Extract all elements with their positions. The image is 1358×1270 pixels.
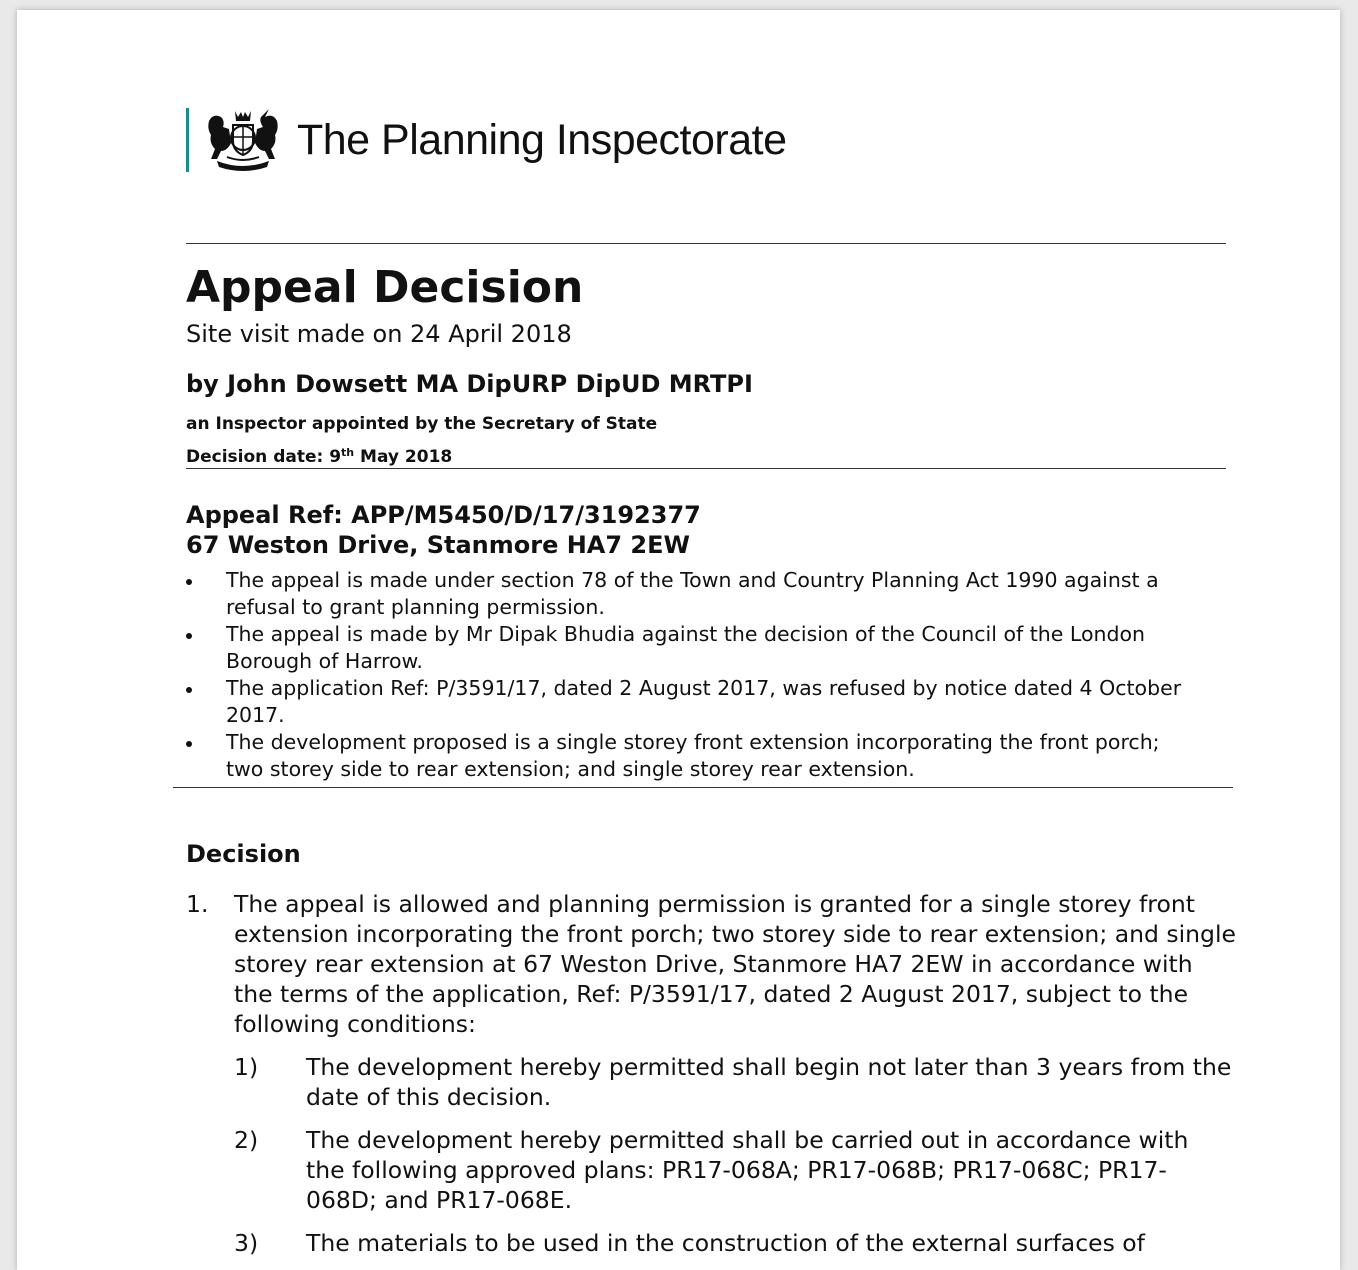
condition-number: 3) [234, 1229, 259, 1257]
decision-date-suffix: th [341, 446, 355, 459]
decision-date-rest: May 2018 [354, 447, 453, 467]
condition-number: 1) [234, 1053, 259, 1081]
appeal-reference-block [186, 500, 701, 560]
paragraph-text: The appeal is allowed and planning permission is granted for a single storey front extension incorporating the front porch; two storey side to rear extension; and single storey rear extension at 67 Weston Drive, Stanmore HA7 2EW in accordance with the terms of the application, Ref: P/3591/17, dated 2 August 2017, subject to the following conditions: [234, 890, 1236, 1038]
bullet-icon [186, 633, 192, 639]
summary-divider [173, 787, 1233, 788]
royal-coat-of-arms-icon [203, 107, 283, 173]
bullet-icon [186, 687, 192, 693]
document-page [17, 10, 1340, 1270]
document-title: Appeal Decision [186, 262, 584, 313]
conditions-list [234, 1052, 1234, 1270]
decision-paragraph [186, 889, 1236, 1039]
condition-item [234, 1228, 1234, 1258]
decision-date-label: Decision date: 9 [186, 447, 342, 467]
condition-item [234, 1125, 1234, 1215]
organisation-name: The Planning Inspectorate [297, 115, 787, 164]
list-item: The application Ref: P/3591/17, dated 2 August 2017, was refused by notice dated 4 October 2017. [186, 675, 1186, 729]
inspector-appointment: an Inspector appointed by the Secretary of State [186, 414, 658, 434]
condition-text: The development hereby permitted shall begin not later than 3 years from the date of this decision. [306, 1053, 1232, 1111]
date-divider [186, 468, 1226, 469]
appeal-summary-list [186, 567, 1186, 783]
site-address: 67 Weston Drive, Stanmore HA7 2EW [186, 531, 690, 559]
bullet-icon [186, 741, 192, 747]
condition-number: 2) [234, 1126, 259, 1154]
site-visit-line: Site visit made on 24 April 2018 [186, 320, 572, 348]
inspector-name: by John Dowsett MA DipURP DipUD MRTPI [186, 370, 753, 398]
list-item: The development proposed is a single storey front extension incorporating the front porch; two storey side to rear extension; and single storey rear extension. [186, 729, 1186, 783]
decision-heading: Decision [186, 840, 301, 868]
header-divider [186, 243, 1226, 244]
condition-item [234, 1052, 1234, 1112]
condition-text: The development hereby permitted shall be carried out in accordance with the following approved plans: PR17-068A; PR17-068B; PR17-068C; PR17-068D; and PR17-068E. [306, 1126, 1189, 1214]
condition-text: The materials to be used in the construction of the external surfaces of [306, 1229, 1145, 1257]
appeal-ref: Appeal Ref: APP/M5450/D/17/3192377 [186, 501, 701, 529]
list-item: The appeal is made by Mr Dipak Bhudia against the decision of the Council of the London Borough of Harrow. [186, 621, 1186, 675]
bullet-icon [186, 579, 192, 585]
logo-accent-bar [186, 108, 189, 172]
paragraph-number: 1. [186, 890, 209, 918]
decision-date [186, 447, 452, 467]
planning-inspectorate-logo [186, 108, 787, 172]
list-item: The appeal is made under section 78 of the Town and Country Planning Act 1990 against a refusal to grant planning permission. [186, 567, 1186, 621]
